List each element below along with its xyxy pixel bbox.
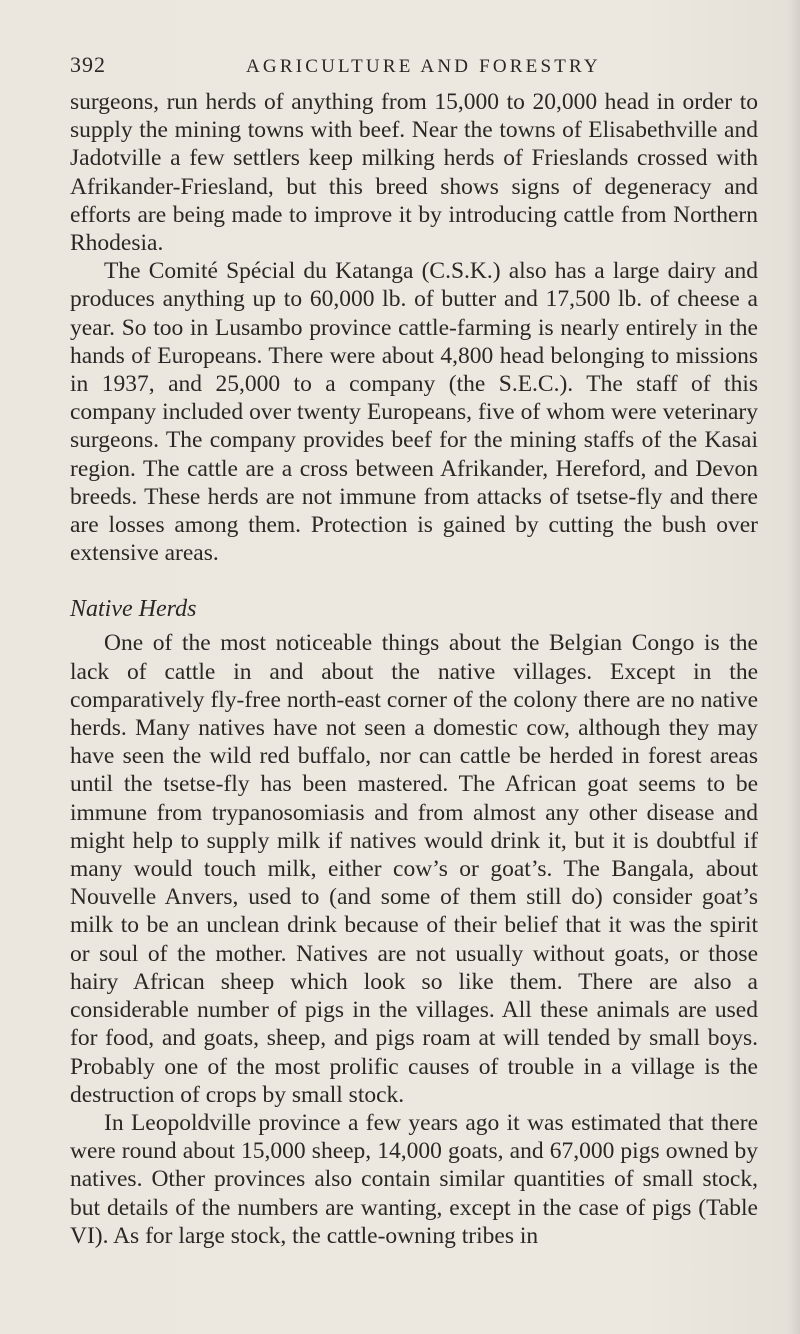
section-heading-native-herds: Native Herds	[70, 596, 197, 623]
paragraph-comite-special: The Comité Spécial du Katanga (C.S.K.) also has a large dairy and produces anything up to 60,000 lb. of butter and 17,500 lb. of cheese a year. So too in Lusambo province cattle-farming is nearly entirely in the hands of Europeans. There were about 4,800 head belonging to missions in 1937, and 25,000 to a company (the S.E.C.). The staff of this company included over twenty Europeans, five of whom were veterinary surgeons. The company provides beef for the mining staffs of the Kasai region. The cattle are a cross between Afrikander, Hereford, and Devon breeds. These herds are not immune from attacks of tsetse-fly and there are losses among them. Protection is gained by cutting the bush over extensive areas.	[70, 258, 758, 567]
running-title: AGRICULTURE AND FORESTRY	[246, 56, 601, 77]
body-text	[70, 88, 758, 1250]
running-header	[70, 52, 758, 82]
paragraph-leopoldville: In Leopoldville province a few years ago it was estimated that there were round about 15,000 sheep, 14,000 goats, and 67,000 pigs owned by natives. Other provinces also contain similar quantities of small stock, but details of the numbers are wanting, except in the case of pigs (Table VI). As for large stock, the cattle-owning tribes in	[70, 1109, 758, 1249]
paragraph-native-herds: One of the most noticeable things about the Belgian Congo is the lack of cattle in and about the native villages. Except in the comparatively fly-free north-east corner of the colony there are no native herds. Many natives have not seen a domestic cow, although they may have seen the wild red buffalo, nor can cattle be herded in forest areas until the tsetse-fly has been mastered. The African goat seems to be immune from trypanosomiasis and from almost any other disease and might help to supply milk if natives would drink it, but it is doubtful if many would touch milk, either cow’s or goat’s. The Bangala, about Nouvelle Anvers, used to (and some of them still do) consider goat’s milk to be an unclean drink because of their belief that it was the spirit or soul of the mother. Natives are not usually without goats, or those hairy African sheep which look so like them. There are also a considerable number of pigs in the villages. All these animals are used for food, and goats, sheep, and pigs roam at will tended by small boys. Probably one of the most prolific causes of trouble in a village is the destruction of crops by small stock.	[70, 630, 758, 1108]
paragraph-continuation: surgeons, run herds of anything from 15,000 to 20,000 head in order to supply the mining towns with beef. Near the towns of Elisabethville and Jadotville a few settlers keep milking herds of Frieslands crossed with Afrikander-Friesland, but this breed shows signs of degeneracy and efforts are being made to improve it by introducing cattle from Northern Rhodesia.	[70, 89, 758, 257]
page-edge-shadow	[788, 0, 800, 1334]
page-number: 392	[70, 52, 106, 77]
